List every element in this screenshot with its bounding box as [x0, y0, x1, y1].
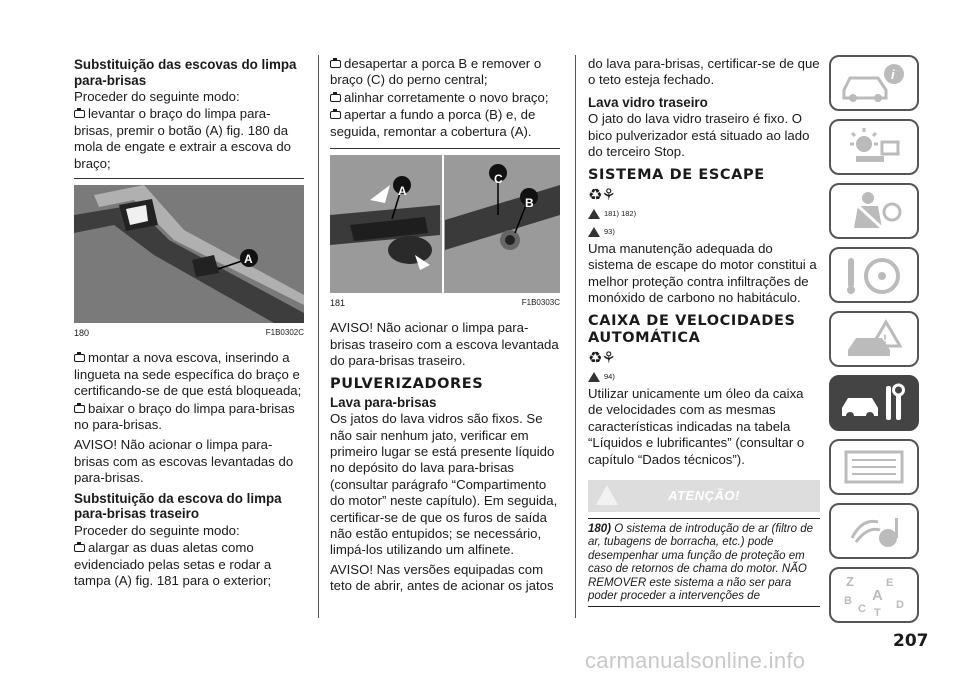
bullet-item: apertar a fundo a porca (B) e, de seguida, remontar a cobertura (A). — [330, 107, 536, 139]
tab-index[interactable] — [829, 567, 919, 623]
page-number: 207 — [893, 631, 929, 651]
figure-number: 180 — [74, 328, 90, 339]
svg-text:T: T — [874, 607, 881, 618]
paragraph: Os jatos do lava vidros são fixos. Se não sair nenhum jato, verificar em primeiro lugar se está presente líquido no depósito do lava para-brisas (consultar parágrafo “Compartimento do motor” neste capítulo). Em seguida, certificar-se de que os furos de saída não estão entupidos; se necessário, limpá-los utilizando um alfinete. — [330, 411, 558, 558]
maintenance-icon — [838, 380, 910, 426]
eco-icon: ♻⚘ — [588, 186, 615, 204]
caution-reference: 93) — [588, 224, 820, 240]
paragraph: do lava para-brisas, certificar-se de que o teto esteja fechado. — [588, 56, 820, 88]
warning-reference: 181) 182) — [588, 206, 820, 222]
emergency-icon — [838, 316, 910, 362]
svg-text:C: C — [858, 603, 866, 615]
tab-emergency[interactable] — [829, 311, 919, 367]
tab-maintenance[interactable] — [829, 375, 919, 431]
svg-text:E: E — [886, 577, 894, 589]
section-heading: Substituição das escovas do limpa para-brisas — [74, 57, 297, 88]
callout-a: A — [244, 252, 253, 267]
section-heading-caps: CAIXA DE VELOCIDADES AUTOMÁTICA — [588, 312, 796, 346]
warning-title: ATENÇÃO! — [668, 487, 740, 503]
bullet-icon — [74, 354, 85, 362]
figure-180-image — [74, 185, 304, 323]
figure-number: 181 — [330, 298, 346, 309]
column-divider — [318, 55, 319, 618]
figure-180 — [74, 178, 304, 341]
warning-body — [588, 518, 820, 607]
column-2 — [330, 55, 560, 595]
paragraph: AVISO! Não acionar o limpa para-brisas traseiro com a escova levantada do para-brisas traseiro. — [330, 320, 559, 369]
chapter-sidebar — [829, 55, 931, 631]
column-divider — [575, 55, 576, 618]
multimedia-icon — [838, 508, 910, 554]
figure-caption — [330, 295, 560, 311]
paragraph: AVISO! Nas versões equipadas com teto de abrir, antes de acionar os jatos — [330, 561, 554, 594]
bullet-item: baixar o braço do limpa para-brisas no para-brisas. — [74, 400, 295, 433]
safety-icon — [838, 188, 910, 234]
figure-code: F1B0302C — [265, 328, 304, 338]
column-1 — [74, 55, 304, 589]
paragraph: Proceder do seguinte modo: — [74, 522, 240, 538]
warning-header — [588, 480, 820, 512]
warning-lights-icon — [838, 124, 910, 170]
column-3 — [588, 55, 820, 607]
section-heading: Substituição da escova do limpa para-brisas traseiro — [74, 490, 282, 522]
paragraph: Utilizar unicamente um óleo da caixa de velocidades com as mesmas características indicadas na tabela “Líquidos e lubrificantes” (consultar o capítulo “Dados técnicos”). — [588, 385, 805, 467]
bullet-icon — [330, 60, 341, 68]
paragraph: O jato do lava vidro traseiro é fixo. O bico pulverizador está situado ao lado do terceiro Stop. — [588, 111, 810, 160]
caution-reference: 94) — [588, 369, 820, 385]
section-heading-caps: SISTEMA DE ESCAPE — [588, 166, 765, 183]
figure-caption — [74, 325, 304, 341]
driving-icon — [838, 252, 910, 298]
tab-car-info[interactable] — [829, 55, 919, 111]
section-heading-caps: PULVERIZADORES — [330, 375, 484, 392]
bullet-item: alargar as duas aletas como evidenciado pelas setas e rodar a tampa (A) fig. 181 para o exterior; — [74, 540, 272, 588]
rear-wiper-illustration — [330, 155, 560, 293]
bullet-icon — [330, 94, 341, 102]
svg-text:D: D — [896, 599, 904, 611]
tab-multimedia[interactable] — [829, 503, 919, 559]
figure-code: F1B0303C — [521, 298, 560, 308]
warning-icon — [596, 485, 618, 505]
tab-driving[interactable] — [829, 247, 919, 303]
paragraph: Uma manutenção adequada do sistema de escape do motor constitui a melhor proteção contra infiltrações de monóxido de carbono no habitáculo. — [588, 240, 817, 306]
bullet-item: levantar o braço do limpa para-brisas, premir o botão (A) fig. 180 da mola de engate e extrair a escova do braço; — [74, 106, 291, 171]
warning-text: O sistema de introdução de ar (filtro de ar, tubagens de borracha, etc.) pode desempenhar uma função de proteção em caso de retornos de chama do motor. NÃO REMOVER este sistema a não ser para poder proceder a intervenções de — [588, 523, 814, 603]
bullet-item: desapertar a porca B e remover o braço (C) do perno central; — [330, 56, 542, 88]
svg-text:B: B — [844, 595, 852, 607]
callout-a: A — [398, 184, 407, 199]
section-heading: Lava para-brisas — [330, 394, 437, 410]
bullet-item: alinhar corretamente o novo braço; — [330, 90, 560, 106]
callout-c: C — [494, 172, 503, 187]
figure-181-image — [330, 155, 560, 293]
callout-b: B — [525, 196, 534, 211]
svg-text:A: A — [872, 587, 883, 604]
bullet-icon — [74, 544, 85, 552]
bullet-icon — [330, 111, 341, 119]
paragraph: Proceder do seguinte modo: — [74, 89, 240, 104]
technical-data-icon — [838, 444, 910, 490]
caution-triangle-icon — [588, 372, 600, 382]
watermark: carmanualsonline.info — [585, 648, 806, 673]
warning-number: 180) — [588, 523, 612, 535]
paragraph: AVISO! Não acionar o limpa para-brisas com as escovas levantadas do para-brisas. — [74, 437, 294, 486]
tab-warning-lights[interactable] — [829, 119, 919, 175]
index-icon — [838, 572, 910, 618]
caution-triangle-icon — [588, 227, 600, 237]
svg-text:i: i — [891, 67, 895, 82]
bullet-icon — [74, 110, 85, 118]
eco-icon: ♻⚘ — [588, 349, 615, 367]
bullet-item: montar a nova escova, inserindo a lingueta na sede específica do braço e certificando-se de que está bloqueada; — [74, 350, 302, 399]
figure-181 — [330, 148, 560, 311]
tab-technical-data[interactable] — [829, 439, 919, 495]
tab-safety[interactable] — [829, 183, 919, 239]
svg-text:Z: Z — [846, 574, 854, 589]
car-info-icon — [838, 60, 910, 106]
svg-text:!: ! — [883, 332, 887, 346]
warning-box — [588, 480, 820, 607]
wiper-blade-illustration — [74, 185, 304, 323]
bullet-icon — [74, 405, 85, 413]
warning-triangle-icon — [588, 209, 600, 219]
section-heading: Lava vidro traseiro — [588, 94, 708, 110]
